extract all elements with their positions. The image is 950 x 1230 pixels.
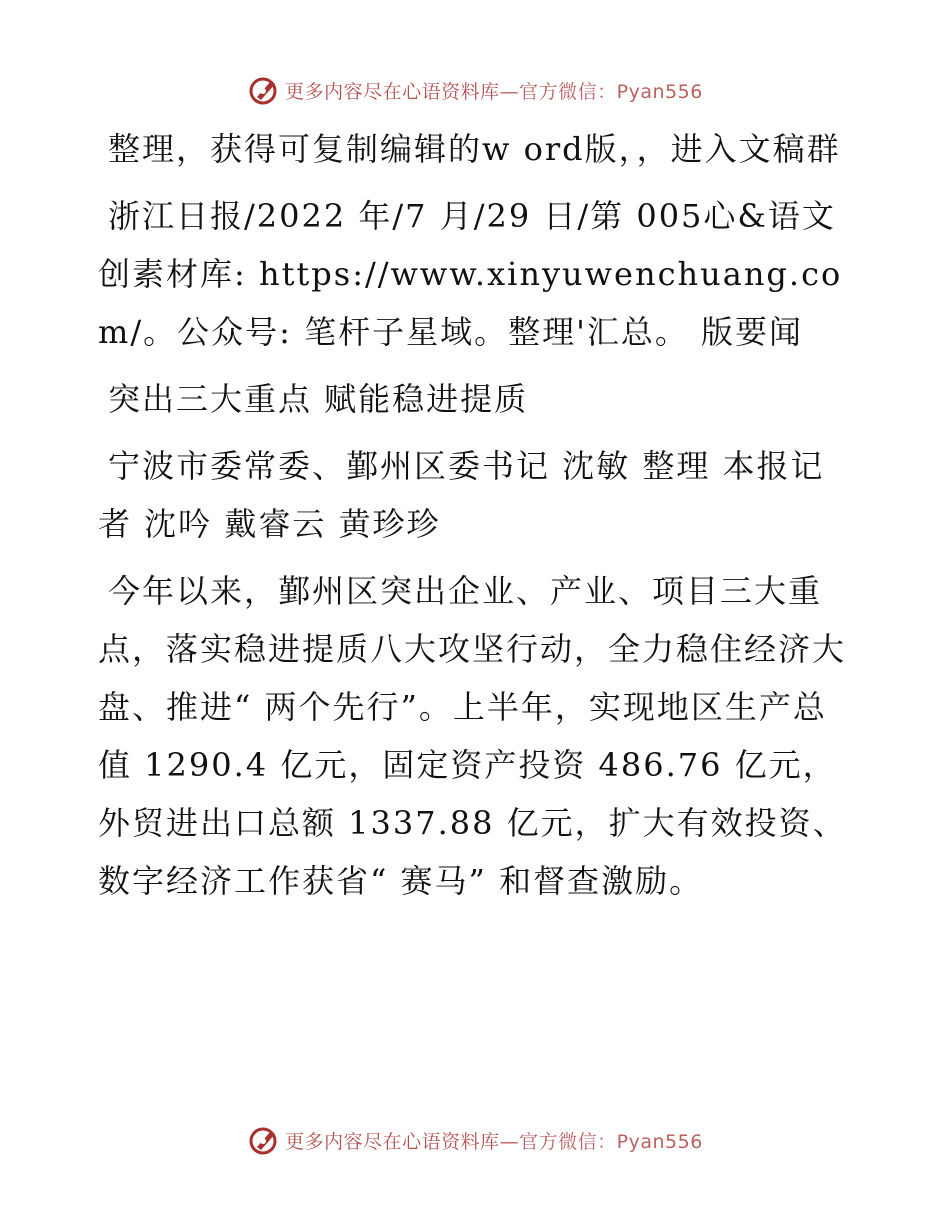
watermark-main-text: 更多内容尽在心语资料库 (285, 1130, 500, 1153)
footer-watermark (0, 1120, 950, 1160)
pen-circle-logo-icon (247, 73, 281, 107)
paragraph-intro-note: 整理，获得可复制编辑的w ord版，，进入文稿群 (108, 130, 841, 168)
watermark-text (285, 1127, 703, 1154)
article-paragraph: 今年以来，鄞州区突出企业、产业、项目三大重点，落实稳进提质八大攻坚行动，全力稳住经济大盘、推进“ 两个先行”。上半年，实现地区生产总值 1290.4 亿元，固定资产投资 486.76 亿元，外贸进出口总额 1337.88 亿元，扩大有效投资、数字经济工作获省“ 赛马” 和督查激励。 (98, 572, 847, 900)
watermark-main-text: 更多内容尽在心语资料库 (285, 80, 500, 103)
watermark-text (285, 77, 703, 104)
pen-circle-logo-icon (247, 1123, 281, 1157)
watermark-sub-text: —官方微信：Pyan556 (499, 1130, 703, 1153)
paragraph-source-info: 浙江日报/2022 年/7 月/29 日/第 005心&语文创素材库: https://www.xinyuwenchuang.com/。公众号: 笔杆子星域。整理'汇总。 版要闻 (98, 197, 843, 351)
article-title: 突出三大重点 赋能稳进提质 (108, 380, 529, 418)
watermark-sub-text: —官方微信：Pyan556 (499, 80, 703, 103)
article-byline: 宁波市委常委、鄞州区委书记 沈敏 整理 本报记者 沈吟 戴睿云 黄珍珍 (98, 447, 825, 543)
document-body (98, 120, 858, 919)
header-watermark (0, 70, 950, 110)
